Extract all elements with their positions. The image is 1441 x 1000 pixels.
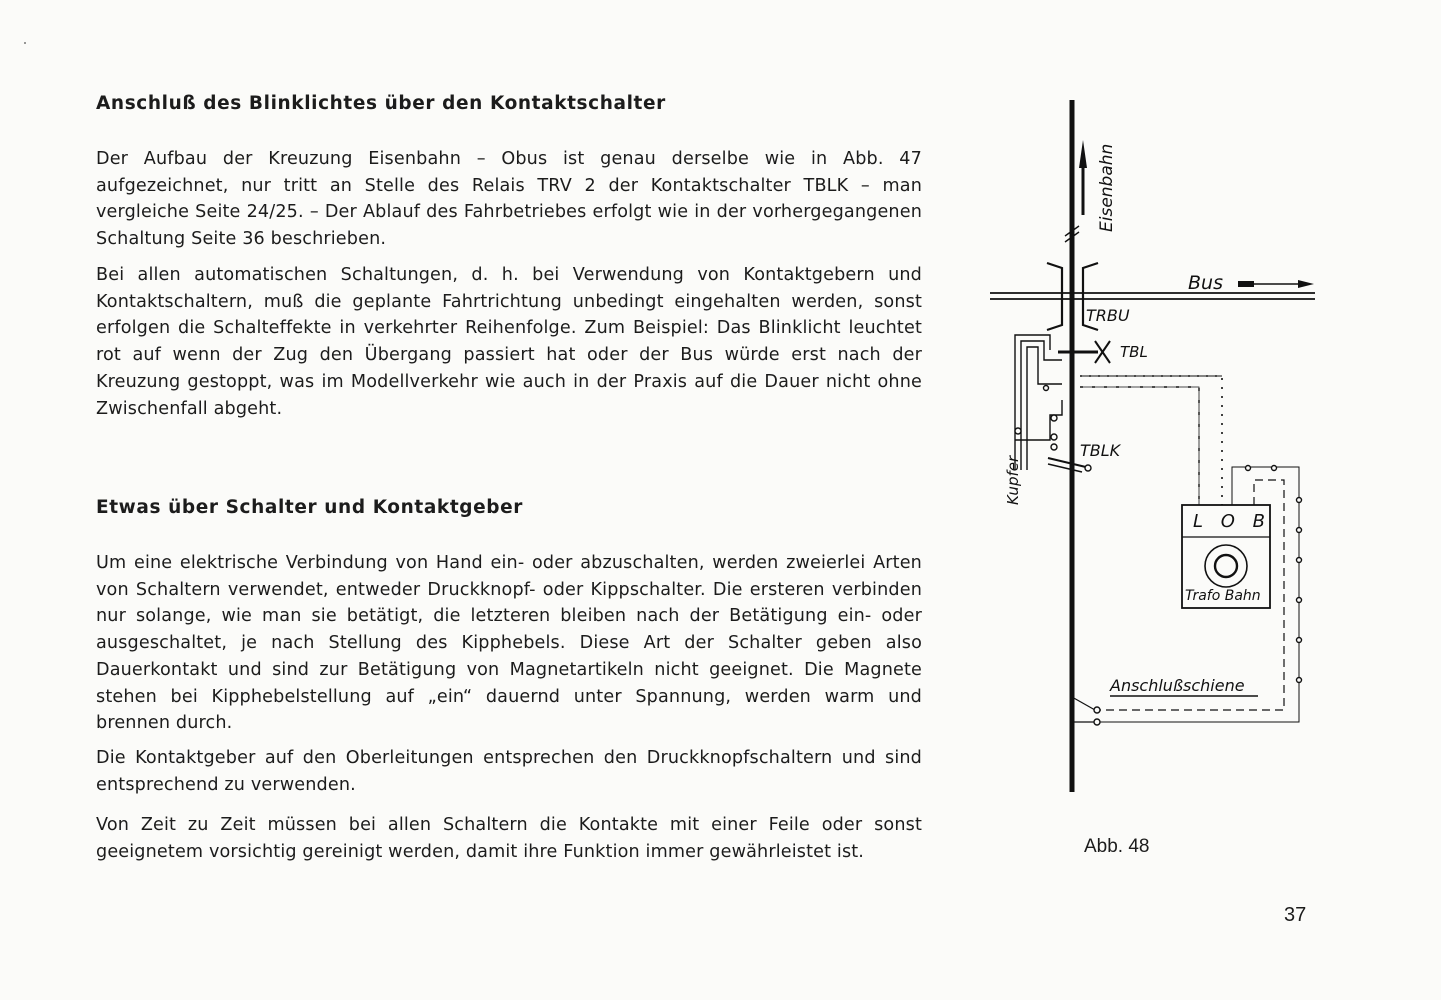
label-eisenbahn: Eisenbahn [1097, 143, 1117, 232]
label-kupfer: Kupfer [1004, 455, 1022, 505]
trafo-knob [1205, 545, 1247, 587]
label-trbu: TRBU [1086, 306, 1130, 325]
label-tblk: TBLK [1080, 441, 1121, 460]
paragraph-kontaktgeber: Die Kontaktgeber auf den Oberleitungen entsprechen den Druckknopfschaltern und sind entsprechend zu verwenden. [96, 748, 922, 795]
kupfer-wire-1 [1015, 335, 1050, 470]
label-bus: Bus [1188, 272, 1223, 294]
section-heading-schalter: Etwas über Schalter und Kontaktgeber [96, 497, 523, 518]
label-tbl: TBL [1120, 343, 1148, 361]
paragraph-reinigung: Von Zeit zu Zeit müssen bei allen Schaltern die Kontakte mit einer Feile oder sonst geeignetem vorsichtig gereinigt werden, damit ihre Funktion immer gewährleistet ist. [96, 815, 922, 862]
paragraph-aufbau: Der Aufbau der Kreuzung Eisenbahn – Obus ist genau derselbe wie in Abb. 47 aufgezeichnet, nur tritt an Stelle des Relais TRV 2 der Kontaktschalter TBLK – man vergleiche Seite 24/25. – Der Ablauf des Fahrbetriebes erfolgt wie in der vorhergegangenen Schaltung Seite 36 beschrieben. [96, 149, 922, 250]
trbu-bracket-left [1047, 263, 1062, 330]
section-heading-blinklicht: Anschluß des Blinklichtes über den Kontaktschalter [96, 93, 666, 114]
paragraph-automatische-schaltungen: Bei allen automatischen Schaltungen, d. h. bei Verwendung von Kontaktgebern und Kontaktschaltern, muß die geplante Fahrtrichtung unbedingt eingehalten werden, sonst erfolgen die Schalteffekte in verkehrter Reihenfolge. Zum Beispiel: Das Blinklicht leuchtet rot auf wenn der Zug den Übergang passiert hat oder der Bus würde erst nach der Kreuzung gestoppt, was im Modellverkehr wie auch in der Praxis auf die Dauer nicht ohne Zwischenfall abgeht. [96, 265, 922, 419]
paragraph-schalterarten: Um eine elektrische Verbindung von Hand ein- oder abzuschalten, werden zweierlei Arten von Schaltern verwendet, entweder Druckknopf- oder Kippschalter. Die ersteren verbinden nur solange, wie man sie betätigt, die letzteren bleiben nach der Betätigung ein- oder ausgeschaltet, je nach Stellung des Kipphebels. Diese Art der Schalter geben also Dauerkontakt und sind zur Betätigung von Magnetartikeln nicht geeignet. Die Magnete stehen bei Kipphebelstellung auf „ein“ dauernd unter Spannung, werden warm und brennen durch. [96, 553, 922, 734]
rail-arrow-head [1079, 140, 1087, 168]
label-trafo-bahn: Trafo Bahn [1185, 588, 1261, 604]
page-number: 37 [1284, 904, 1307, 926]
label-lob: L O B [1193, 511, 1271, 532]
figure-caption: Abb. 48 [1084, 836, 1150, 857]
label-anschlussschiene: Anschlußschiene [1110, 676, 1245, 695]
